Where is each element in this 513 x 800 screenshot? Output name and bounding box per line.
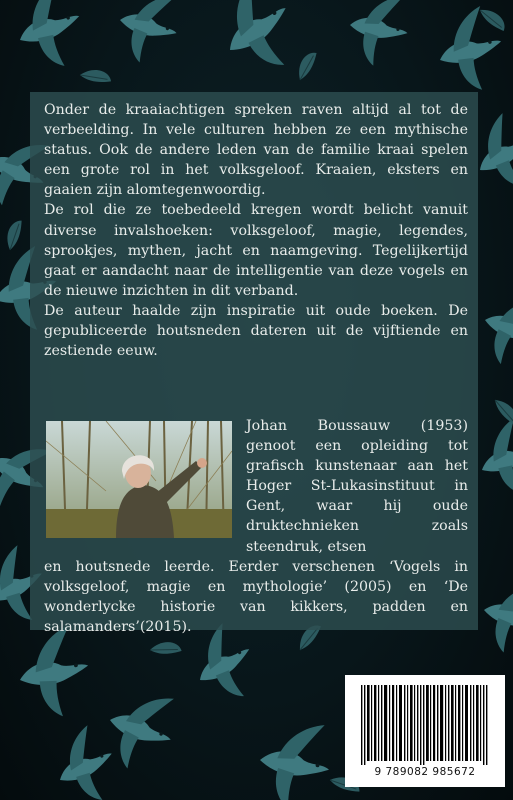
author-bio-part-2: en houtsnede leerde. Eerder verschenen ‘Vogels in volksgeloof, magie en mythologie’ (2005) en ‘De wonderlycke historie van kikkers, padden en salamanders’(2015). bbox=[44, 559, 468, 636]
blurb-paragraph-3: De auteur haalde zijn inspiratie uit oude boeken. De gepubliceerde houtsneden dateren uit de vijftiende en zestiende eeuw. bbox=[44, 302, 468, 360]
author-photo bbox=[46, 421, 232, 538]
author-bio-part-1: Johan Boussauw (1953) genoot een opleiding tot grafisch kunstenaar aan het Hoger St-Lukasinstituut in Gent, waar hij oude druktechnieken zoals steendruk, etsen bbox=[246, 418, 468, 555]
blurb-paragraph-1: Onder de kraaiachtigen spreken raven altijd al tot de verbeelding. In vele culturen hebben ze een mythische status. Ook de andere leden van de familie kraai spelen een grote rol in het volksgeloof. Kraaien, eksters en gaaien zijn alomtegenwoordig. bbox=[44, 102, 468, 199]
isbn-number: 9 789082 985672 bbox=[374, 766, 476, 778]
barcode bbox=[359, 685, 491, 765]
blurb-text bbox=[44, 100, 468, 361]
isbn-barcode-box bbox=[345, 675, 505, 787]
blurb-paragraph-2: De rol die ze toebedeeld kregen wordt belicht vanuit diverse invalshoeken: volksgeloof, magie, legendes, sprookjes, mythen, jacht en naamgeving. Tegelijkertijd gaat er aandacht naar de intelligentie van deze vogels en de nieuwe inzichten in dit verband. bbox=[44, 202, 468, 299]
